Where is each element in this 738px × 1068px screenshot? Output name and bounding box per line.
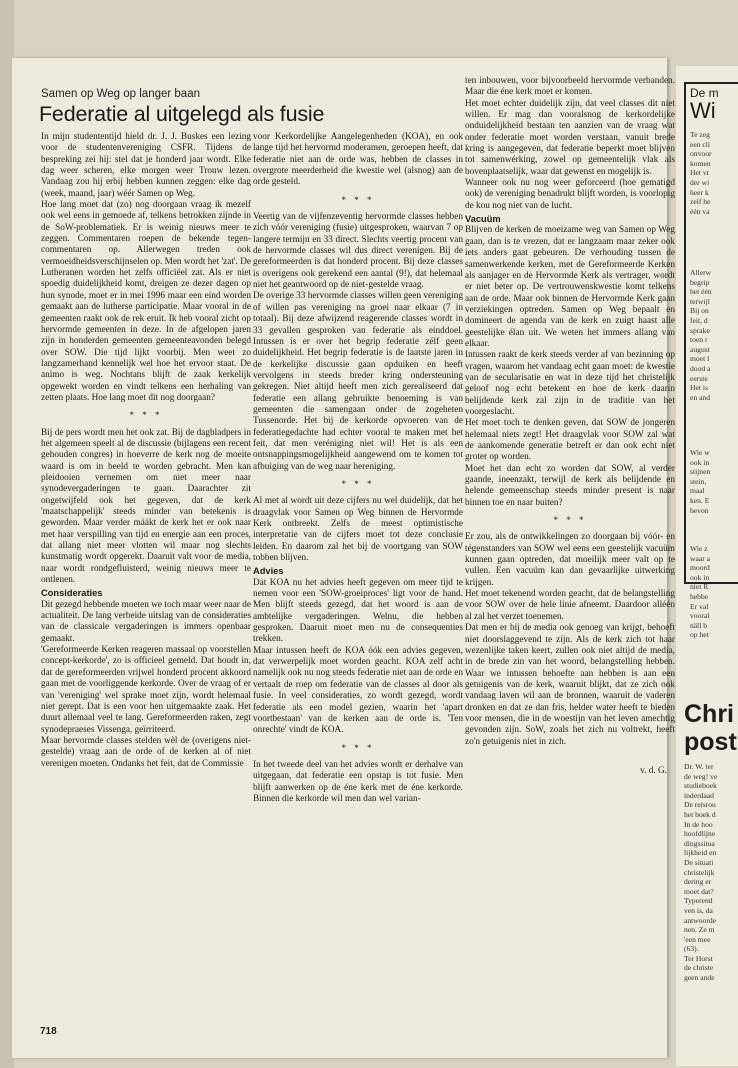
section-separator: * * *	[553, 515, 587, 526]
section-separator: * * *	[129, 410, 163, 421]
paragraph: 'Gereformeerde Kerken reageren massaal op voorstellen concept-kerkorde', zo is officieel gemeld. Dat houdt in, dat de gereformeerden vrijwel honderd procent akkoord gaan met de voorliggende kerkorde. Over de vraag of er van 'vereniging' wel sprake moet zijn, wordt helemaal niet gerept. Dat is een voor hen uitgemaakte zaak. Het duurt allemaal veel te lang. Gereformeerden raken, zegt synodepraeses Vissenga, geïrriteerd.	[41, 645, 251, 735]
paragraph: Veertig van de vijfenzeventig hervormde classes hebben zich vóór vereniging (fusie) uitgesproken, waarvan 7 op langere termijn en 33 direct. Slechts veertig procent van de hervormde classes wil dus direct verenigen. Bij de gereformeerden is dat honderd procent. Bij deze classes is overigens ook gerekend een aantal (9!), dat helemaal niet het geantwoord op de niet-gestelde vraag.	[253, 212, 463, 291]
paragraph: Dat men er bij de media ook genoeg van krijgt, behoeft niet doorslaggevend te zijn. Als de kerk zich tot haar wezenlijke taken keert, zullen ook niet altijd de media, in de brede zin van het woord, belangstelling hebben. Waar we intussen behoefte aan hebben is aan een getuigenis van de kerk, waaruit blijkt, dat ze zich ook vandaag laven wil aan de bronnen, waaruit de vaderen dronken en dat ze dan fris, helder water heeft te bieden voor mensen, die in de woestijn van het leven amechtig gevonden zijn. SoW, zoals het zich nu voltrekt, heeft zo'n getuigenis niet in zich.	[465, 623, 675, 747]
section-heading: Vacuüm	[465, 214, 501, 225]
article-headline: Federatie al uitgelegd als fusie	[39, 102, 325, 126]
paragraph: Het moet tekenend worden geacht, dat de belangstelling voor SOW over de hele linie afneemt. Daardoor alléén al zal het verzet toenemen.	[465, 589, 675, 622]
adjacent-text-fragment: Wie z waar a moord ook in niet R hebbe Er val vooral näll b op het	[690, 544, 711, 640]
paragraph: ten inbouwen, voor bijvoorbeeld hervormde verbanden. Maar die éne kerk moet er komen.	[465, 76, 675, 98]
paragraph: Bij de pers wordt men het ook zat. Bij de dagbladpers in het algemeen speelt al de discussie (bijlagens een recent gehouden congres) in hoeverre de kerk nog de moeite waard is om in beeld te worden gebracht. Men kan pleidooien vernemen om niet meer naar synodevergaderingen te gaan. Daarachter zit ongetwijfeld ook het gegeven, dat de kerk 'maatschappelijk' steeds minder van betekenis is geworden. Maar verder máákt de kerk het er ook naar met haar verspilling van tijd en energie aan een proces, dat allang niet meer vlotten wil maar nog slechts kunstmatig wordt opgerekt. Daaruit valt voor de media, naar wordt rondgefluisterd, weinig nieuws meer te ontlenen.	[41, 427, 251, 586]
paragraph: Blijven de kerken de moeizame weg van Samen op Weg gaan, dan is te vrezen, dat er langzaam maar zeker ook iets anders gaat gebeuren. De verhouding tussen de samenwerkende kerken, met de Gereformeerde Kerken als aanjager en de Hervormde Kerk als vertrager, wordt er niet beter op. De vertrouwenskwestie komt telkens aan de orde. Maar ook binnen de Hervormde Kerk gaan verziekingen optreden. Samen op Weg bepaalt en domineert de agenda van de kerk en zuigt haast alle geestelijke élan uit. We weten het immers allang van elkaar.	[465, 225, 675, 349]
paragraph: Maar intussen heeft de KOA óók een advies gegeven, dat verwerpelijk moet worden geacht. KOA zelf acht namelijk ook nu nog steeds federatie niet aan de orde en vertaalt de roep om federatie van de classes al door als fusie. In veel consideraties, zo wordt gezegd, wordt federatie als een model gezien, waarin het 'apart voortbestaan' van de kerken aan de orde is. 'Ten onrechte' vindt de KOA.	[253, 645, 463, 736]
article-column-2	[253, 132, 463, 1012]
adjacent-headline-line: Chri	[684, 700, 734, 728]
paragraph: Intussen raakt de kerk steeds verder af van bezinning op vragen, waarom het vandaag echt gaan moet: de kwestie van de secularisatie en wat in deze tijd het christelijk geloof nog echt betekent en hoe de kerk daarin belijdende kerk zal zijn in de traditie van het voorgeslacht.	[465, 350, 675, 417]
paragraph: Dit gezegd hebbende moeten we toch maar weer naar de actualiteit. De lang verbeide uitslag van de consideraties van de classicale vergaderingen is immers openbaar gemaakt.	[41, 599, 251, 644]
paragraph: In het tweede deel van het advies wordt er derhalve van uitgegaan, dat federatie een opstap is tot fusie. Men blijft aanwerken op de éne kerk met de éne kerkorde. Binnen die kerkorde wil men dan wel varian-	[253, 759, 463, 804]
paragraph: Wanneer ook nu nog weer geforceerd (hoe gematigd ook) de vereniging benadrukt blijft worden, is voorlopig de kou nog niet van de lucht.	[465, 178, 675, 211]
adjacent-text-fragment: Wie w ook in stijnen stein, maal ken. E bevon	[690, 448, 711, 515]
paragraph: Het moet toch te denken geven, dat SOW de jongeren helemaal niets zegt! Het draagvlak voor SOW zal wat de aankomende generatie betreft er dan ook echt niet groter op worden.	[465, 418, 675, 463]
adjacent-page	[676, 66, 738, 1066]
adjacent-text-fragment: Te zeg een cli onvoor komen Het vr der wi heer k zelf he één va	[690, 130, 712, 216]
paragraph: Maar hervormde classes stelden wèl de (overigens niet-gestelde) vraag aan de orde of de kerken al of niet verenigen moeten. Ondanks het feit, dat de Commissie	[41, 735, 251, 769]
magazine-page	[12, 58, 675, 1058]
page-number: 718	[40, 1026, 57, 1037]
paragraph: Al met al wordt uit deze cijfers nu wel duidelijk, dat het draagvlak voor Samen op Weg binnen de Hervormde Kerk ontbreekt. Zelfs de meest optimistische interpretatie van de cijfers moet tot deze conclusie leiden. En daarom zal het bij de voortgang van SOW tobben blijven.	[253, 496, 463, 564]
paragraph: Dat KOA nu het advies heeft gegeven om meer tijd te nemen voor een 'SOW-groeiproces' ligt voor de hand. Men blijft steeds gezegd, dat het woord is aan de ambtelijke vergaderingen. Welnu, die hebben gesproken. Daaruit moet men nu de consequenties trekken.	[253, 577, 463, 645]
adjacent-headline	[684, 700, 737, 756]
paragraph: Het moet echter duidelijk zijn, dat veel classes dit niet willen. Er mag dan vooralsnog de kerkordelijke onduidelijkheid bestaan ten aanzien van de vraag wat onder federatie moet worden verstaan, vanuit brede kring is aangegeven, dat federatie beperkt moet blijven tot samenwérking, zowel op gemeentelijk vlak als bovenplaatselijk, waar dat gewenst en mogelijk is.	[465, 98, 675, 177]
article-kicker: Samen op Weg op langer baan	[41, 88, 200, 100]
section-separator: * * *	[341, 742, 375, 753]
article-column-1	[41, 132, 251, 1012]
adjacent-box-title: De m	[690, 86, 719, 100]
paragraph: Hoe lang moet dat (zo) nog doorgaan vraag ik mezelf ook wel eens in gemoede af, telkens betrokken zijnde in de SoW-problematiek. Er is weinig nieuws meer te zeggen. Commentaren roepen de bekende tegen-commentaren op. Allerwegen treden ook vermoeidheidsverschijnselen op. Men wordt het 'zat'. De Lutheranen worden het zelfs officiëel zat. Als er niet spoedig duidelijkheid komt, dreigen ze dezer dagen op hun synode, moet er in mei 1996 maar een eind worden gemaakt aan de lutherse participatie. Maar vooral in de gemeenten raakt ook de rek eruit. Ik heb vooral zicht op hervormde gemeenten in deze. In de afgelopen jaren zijn in honderden gemeenten gemeenteavonden belegd over SOW. Die tijd lijkt voorbij. Men weet zo langzamerhand kennelijk wel hoe het ervoor staat. De animo is weg. Nochtans blijft de zaak kerkelijk opgewekt worden en vindt telkens een herhaling van zetten plaats. Hoe lang moet dit nog doorgaan?	[41, 200, 251, 403]
article-column-3	[465, 76, 675, 1006]
adjacent-headline-line: post	[684, 728, 737, 756]
paragraph: De overige 33 hervormde classes willen geen vereniging of willen pas vereniging na groei naar elkaar (7 in totaal). Bij deze afwijzend reagerende classes wordt in 33 gevallen gesproken van federatie als einddoel. Intussen is er over het begrip federatie zélf geen duidelijkheid. Het begrip federatie is de laatste jaren in de kerkelijke discussie gaan opduiken en heeft vervolgens in steeds breder kring ondersteuning gekregen. Niet altijd heeft men zich gerealiseerd dat federatie een allang gebruikte benoeming is van gemeenten die samengaan onder de zogeheten Tussenorde. Het bij de kerkorde opvoeren van de federatiegedachte had echter vooral te maken met het feit, dat men veréniging niet wil! Het is als een ontsnappingsmogelijkheid aangewend om te komen tot afbuiging van de weg naar hereniging.	[253, 291, 463, 472]
paragraph: voor Kerkordelijke Aangelegenheden (KOA), en ook lange tijd het hervormd moderamen, geroepen heeft, dat federatie niet aan de orde was, hebben de classes in overgrote meerderheid die kwestie wel (alsnog) aan de orde gesteld.	[253, 132, 463, 188]
paragraph: In mijn studententijd hield dr. J. J. Buskes een lezing voor de studentenvereniging CSFR. Tijdens de bespreking zei hij: stel dat je honderd jaar wordt. Elke dag weer scheren, elke morgen weer Trouw lezen. Vandaag zou hij erbij hebben kunnen zeggen: elke dag (week, maand, jaar) wéér Samen op Weg.	[41, 132, 251, 199]
author-signature: v. d. G.	[640, 765, 667, 776]
adjacent-box-headline: Wi	[690, 98, 716, 123]
adjacent-text-fragment: Dr. W. ter de weg! ve studieboek inderdaad De reisrou het boek d In de hoo hoofdlijne dingssitua lijkheid en De situati christelijk dering er moet dat? Typerend ven is, da antwoorde nen. Ze m 'een mee (63). Ter Horst de christe geen ande	[684, 762, 718, 983]
section-heading: Consideraties	[41, 588, 103, 599]
section-heading: Advies	[253, 566, 284, 577]
adjacent-article-box	[684, 82, 738, 640]
paragraph: Er zou, als de ontwikkelingen zo doorgaan bij vóór- en tégenstanders van SOW wel eens een geestelijk vacuüm kunnen gaan optreden, dat moeilijk meer valt op te vullen. Een vacuüm kan dan gevaarlijke uitwerking krijgen.	[465, 532, 675, 588]
section-separator: * * *	[341, 478, 375, 489]
paragraph: Moet het dan echt zo worden dat SOW, al verder gaande, ineenzakt, terwijl de kerk als belijdende en helende gemeenschap steeds minder present is naar binnen toe en naar buiten?	[465, 463, 675, 508]
section-separator: * * *	[341, 194, 375, 205]
adjacent-text-fragment: Allerw begrip het één terwijl Bij on feit, d sprake toen r august moet l dood a eerste Het is en and	[690, 268, 712, 402]
